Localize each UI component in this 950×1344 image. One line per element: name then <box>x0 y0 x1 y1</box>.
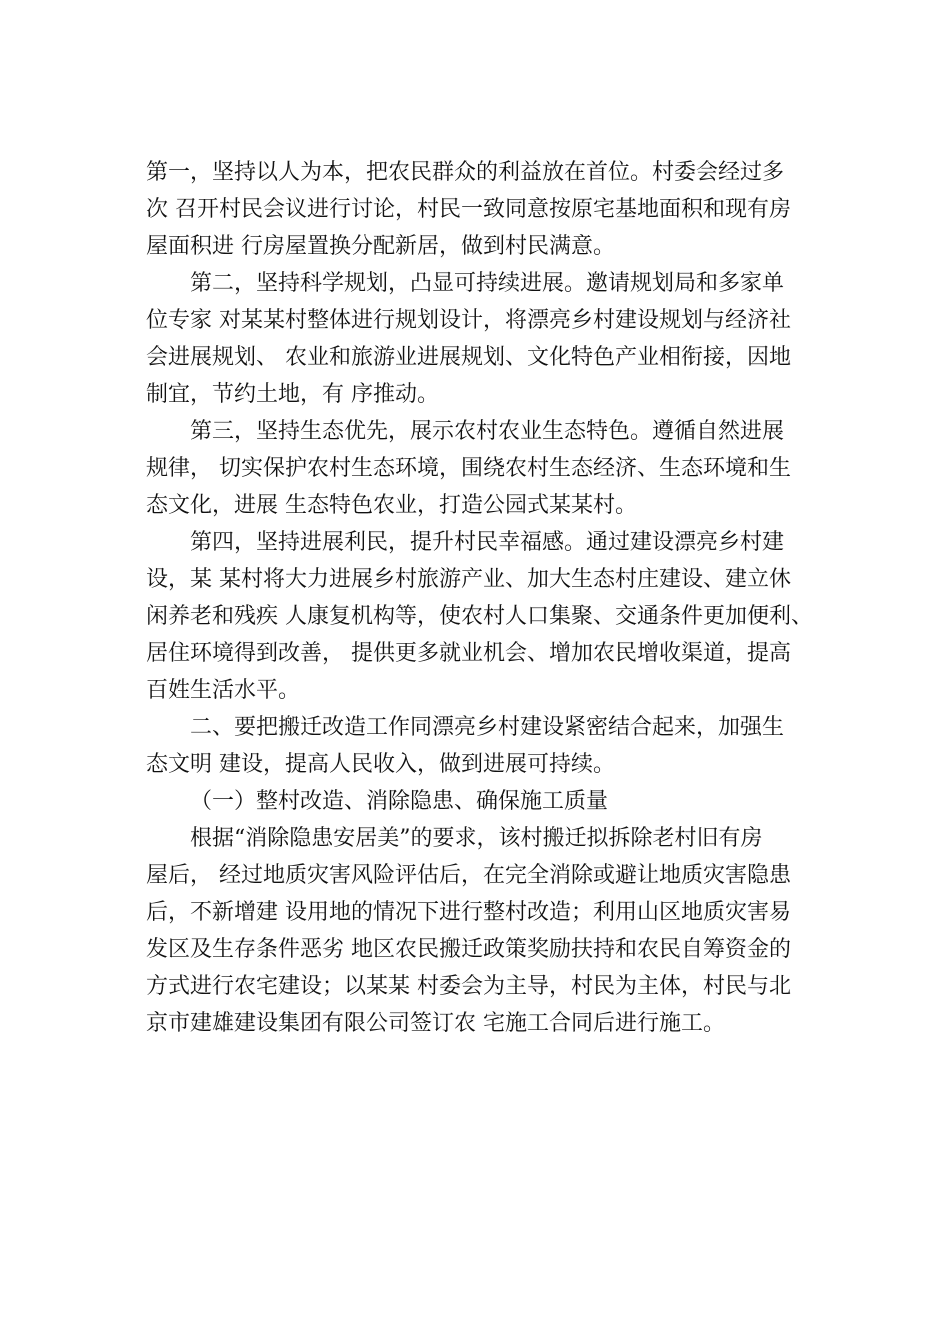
subsection-heading-text: （一）整村改造、消除隐患、确保施工质量 <box>190 789 609 814</box>
text-line: 方式进行农宅建设；以某某 村委会为主导，村民为主体，村民与北 <box>146 974 791 999</box>
paragraph-second-principle <box>146 265 826 413</box>
text-line: 百姓生活水平。 <box>146 678 301 703</box>
document-body <box>146 154 826 1042</box>
paragraph-fourth-principle <box>146 524 826 709</box>
text-line: 居住环境得到改善， 提供更多就业机会、增加农民增收渠道，提高 <box>146 641 791 666</box>
text-line: 第一，坚持以人为本，把农民群众的利益放在首位。村委会经过多 <box>146 160 785 185</box>
text-line: 根据“消除隐患安居美”的要求，该村搬迁拟拆除老村旧有房 <box>190 826 763 851</box>
text-line: 制宜，节约土地，有 序推动。 <box>146 382 439 407</box>
paragraph-third-principle <box>146 413 826 524</box>
text-line: 态文化，进展 生态特色农业，打造公园式某某村。 <box>146 493 637 518</box>
text-line: 屋后， 经过地质灾害风险评估后，在完全消除或避让地质灾害隐患 <box>146 863 791 888</box>
text-line: 规律， 切实保护农村生态环境，围绕农村生态经济、生态环境和生 <box>146 456 791 481</box>
paragraph-first-principle <box>146 154 826 265</box>
text-line: 第二，坚持科学规划，凸显可持续进展。邀请规划局和多家单 <box>190 271 785 296</box>
text-line: 后，不新增建 设用地的情况下进行整村改造；利用山区地质灾害易 <box>146 900 791 925</box>
text-line: 第三，坚持生态优先，展示农村农业生态特色。遵循自然进展 <box>190 419 785 444</box>
subsection-heading <box>146 783 826 820</box>
text-line: 位专家 对某某村整体进行规划设计，将漂亮乡村建设规划与经济社 <box>146 308 791 333</box>
text-line: 第四，坚持进展利民，提升村民幸福感。通过建设漂亮乡村建 <box>190 530 785 555</box>
text-line: 二、要把搬迁改造工作同漂亮乡村建设紧密结合起来，加强生 <box>190 715 785 740</box>
text-line: 发区及生存条件恶劣 地区农民搬迁政策奖励扶持和农民自筹资金的 <box>146 937 791 962</box>
text-line: 设，某 某村将大力进展乡村旅游产业、加大生态村庄建设、建立休 <box>146 567 791 592</box>
paragraph-section-two <box>146 709 826 783</box>
text-line: 会进展规划、 农业和旅游业进展规划、文化特色产业相衔接，因地 <box>146 345 791 370</box>
text-line: 态文明 建设，提高人民收入，做到进展可持续。 <box>146 752 615 777</box>
text-line: 次 召开村民会议进行讨论，村民一致同意按原宅基地面积和现有房 <box>146 197 791 222</box>
text-line: 闲养老和残疾 人康复机构等，使农村人口集聚、交通条件更加便利、 <box>146 604 813 629</box>
paragraph-renovation <box>146 820 826 1042</box>
text-line: 京市建雄建设集团有限公司签订农 宅施工合同后进行施工。 <box>146 1011 725 1036</box>
text-line: 屋面积进 行房屋置换分配新居，做到村民满意。 <box>146 234 615 259</box>
